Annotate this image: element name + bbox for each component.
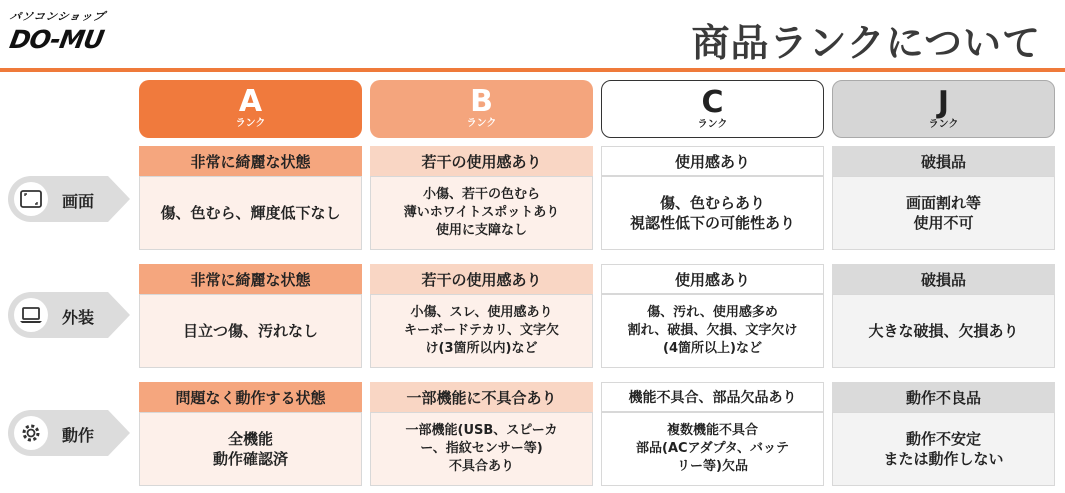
row-label-text: 動作: [62, 426, 95, 445]
rank-b-header: [370, 80, 593, 138]
cell-head: 非常に綺麗な状態: [139, 146, 362, 176]
cell-body: 傷、色むらあり 視認性低下の可能性あり: [601, 176, 824, 250]
cell-body: 複数機能不具合 部品(ACアダプタ、バッテ リー等)欠品: [601, 412, 824, 486]
cell-head: 使用感あり: [601, 146, 824, 176]
row-label-arrow: [108, 176, 130, 222]
cell-head: 破損品: [832, 146, 1055, 176]
row-label-exterior: [8, 292, 128, 338]
cell-body: 一部機能(USB、スピーカ ー、指紋センサー等) 不具合あり: [370, 412, 593, 486]
cell-body: 動作不安定 または動作しない: [832, 412, 1055, 486]
cell-body: 小傷、若干の色むら 薄いホワイトスポットあり 使用に支障なし: [370, 176, 593, 250]
rank-sub: ランク: [466, 118, 497, 129]
cell-body: 傷、色むら、輝度低下なし: [139, 176, 362, 250]
cell-head: 使用感あり: [601, 264, 824, 294]
cell-body: 目立つ傷、汚れなし: [139, 294, 362, 368]
rank-sub: ランク: [235, 118, 266, 129]
header-divider: [0, 68, 1065, 72]
cell-head: 機能不具合、部品欠品あり: [601, 382, 824, 412]
shop-logo[interactable]: [7, 8, 160, 54]
rank-c-header: [601, 80, 824, 138]
rank-a-header: [139, 80, 362, 138]
cell-body: 画面割れ等 使用不可: [832, 176, 1055, 250]
screen-icon: [14, 182, 48, 216]
rank-letter: A: [238, 84, 263, 119]
rank-sub: ランク: [697, 119, 728, 130]
rank-j-header: [832, 80, 1055, 138]
row-label-operation: [8, 410, 128, 456]
cell-head: 非常に綺麗な状態: [139, 264, 362, 294]
cell-head: 問題なく動作する状態: [139, 382, 362, 412]
cell-body: 小傷、スレ、使用感あり キーボードテカリ、文字欠 け(3箇所以内)など: [370, 294, 593, 368]
gear-icon: [14, 416, 48, 450]
row-label-arrow: [108, 292, 130, 338]
logo-wordmark: DO-MU: [7, 25, 106, 54]
rank-letter: C: [701, 85, 724, 120]
cell-head: 動作不良品: [832, 382, 1055, 412]
row-label-text: 外装: [62, 308, 95, 327]
page-title: 商品ランクについて: [691, 21, 1041, 65]
cell-body: 傷、汚れ、使用感多め 割れ、破損、欠損、文字欠け (4箇所以上)など: [601, 294, 824, 368]
laptop-icon: [14, 298, 48, 332]
row-label-arrow: [108, 410, 130, 456]
logo-tagline: パソコンショップ: [8, 10, 107, 23]
row-label-screen: [8, 176, 128, 222]
cell-head: 一部機能に不具合あり: [370, 382, 593, 412]
rank-letter: J: [937, 85, 950, 120]
rank-sub: ランク: [928, 119, 959, 130]
cell-body: 大きな破損、欠損あり: [832, 294, 1055, 368]
row-label-text: 画面: [62, 192, 95, 211]
cell-head: 若干の使用感あり: [370, 264, 593, 294]
rank-letter: B: [470, 84, 493, 119]
cell-head: 若干の使用感あり: [370, 146, 593, 176]
cell-head: 破損品: [832, 264, 1055, 294]
header: [0, 0, 1065, 72]
cell-body: 全機能 動作確認済: [139, 412, 362, 486]
